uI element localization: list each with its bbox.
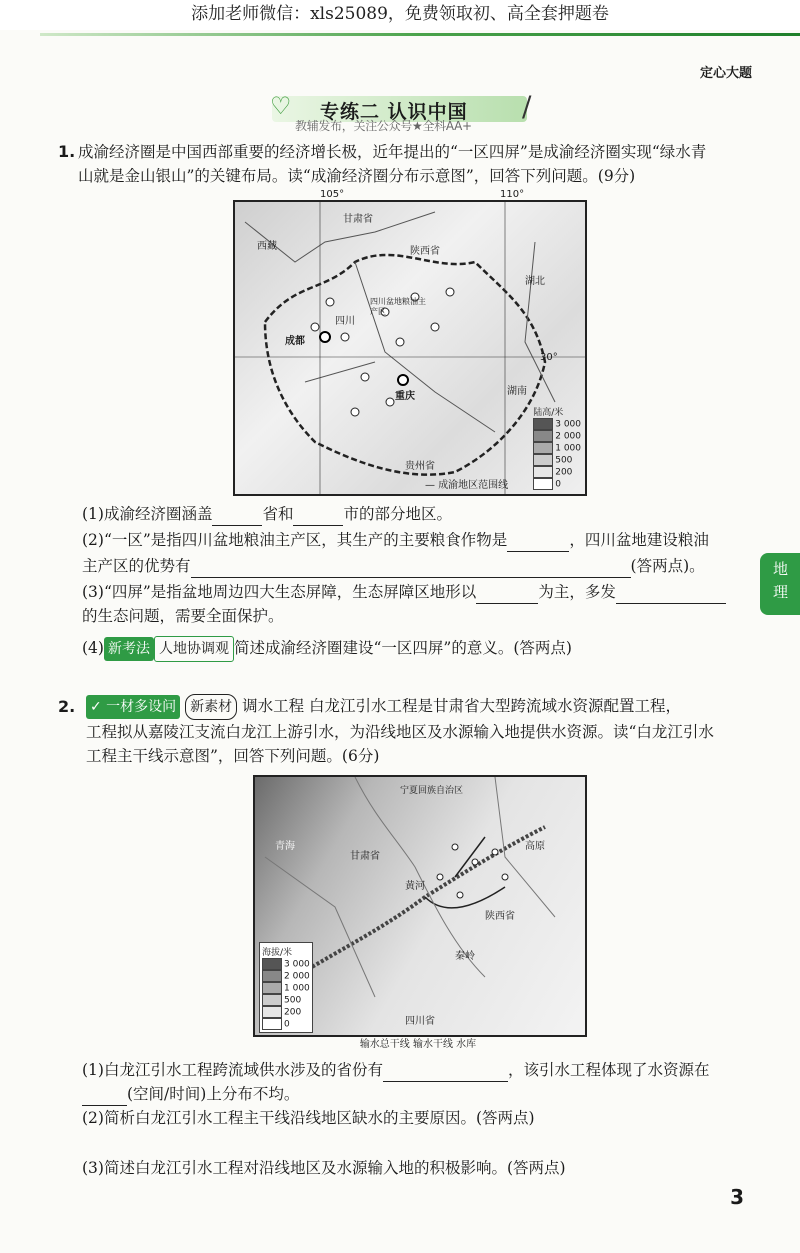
- map1-lon-right: 110°: [500, 189, 525, 200]
- legend-swatch: [533, 430, 553, 442]
- q2-number: 2.: [58, 697, 76, 716]
- legend-value: 0: [555, 479, 561, 490]
- legend-swatch: [262, 1006, 282, 1018]
- subject-tab: 地理: [760, 553, 800, 615]
- map1-label-chongqing: 重庆: [395, 391, 415, 402]
- answer-blank[interactable]: [293, 525, 343, 526]
- multi-question-tag: ✓ 一材多设问: [86, 695, 180, 719]
- map1-label-hunan: 湖南: [507, 386, 527, 397]
- q1-stem-1: 成渝经济圈是中国西部重要的经济增长极，近年提出的“一区四屏”是成渝经济圈实现“绿水青: [78, 143, 707, 161]
- map2-label-gaoyuan: 高原: [525, 841, 545, 852]
- map1-label-chengdu: 成都: [285, 336, 305, 347]
- legend-value: 500: [555, 455, 573, 466]
- legend-swatch: [262, 994, 282, 1006]
- legend-swatch: [262, 970, 282, 982]
- map1-lon-left: 105°: [320, 189, 345, 200]
- q2-part3: (3)简述白龙江引水工程对沿线地区及水源输入地的积极影响。(答两点): [82, 1159, 566, 1177]
- legend-swatch: [533, 478, 553, 490]
- brand-label: 定心大题: [699, 66, 752, 81]
- answer-blank[interactable]: [383, 1081, 508, 1082]
- legend-value: 3 000: [284, 959, 310, 970]
- map1-lat-label: 30°: [540, 352, 558, 363]
- legend-value: 1 000: [284, 983, 310, 994]
- map2-label-huanghe: 黄河: [405, 881, 425, 892]
- q2-stem-1: ✓ 一材多设问 新素材 调水工程 白龙江引水工程是甘肃省大型跨流域水资源配置工程，: [86, 694, 766, 720]
- map2-label-qinling: 秦岭: [455, 951, 475, 962]
- header-rule: [40, 33, 800, 36]
- map1-label-sichuan: 四川: [335, 316, 355, 327]
- map1-boundary-label: — 成渝地区范围线: [425, 480, 509, 491]
- new-method-tag: 新考法: [104, 637, 154, 661]
- new-material-tag: 新素材: [185, 694, 237, 720]
- map1-label-guizhou: 贵州省: [405, 461, 435, 472]
- answer-blank[interactable]: [212, 525, 262, 526]
- q1-stem-2: 山就是金山银山”的关键布局。读“成渝经济圈分布示意图”，回答下列问题。(9分): [78, 167, 636, 185]
- legend-swatch: [262, 1018, 282, 1030]
- map1-label-gansu: 甘肃省: [343, 214, 373, 225]
- map2-label-sichuan: 四川省: [405, 1016, 435, 1027]
- answer-blank[interactable]: [616, 603, 726, 604]
- map1-label-xizang: 西藏: [257, 241, 277, 252]
- q2-part1: (1)白龙江引水工程跨流域供水涉及的省份有 ，该引水工程体现了水资源在: [82, 1058, 709, 1082]
- map1-legend: [533, 405, 581, 490]
- legend-swatch: [533, 442, 553, 454]
- legend-value: 2 000: [555, 431, 581, 442]
- slash-decoration: /: [522, 90, 532, 123]
- legend-value: 1 000: [555, 443, 581, 454]
- q2-part2: (2)简析白龙江引水工程主干线沿线地区缺水的主要原因。(答两点): [82, 1109, 535, 1127]
- map2-legend-title: 海拔/米: [262, 948, 293, 958]
- map2-label-ningxia: 宁夏回族自治区: [400, 786, 464, 796]
- q1-part2-cont: 主产区的优势有 (答两点)。: [82, 554, 705, 578]
- map2-line-legend: 输水总干线 输水干线 水库: [359, 1039, 477, 1050]
- map1-label-hubei: 湖北: [525, 276, 545, 287]
- legend-value: 3 000: [555, 419, 581, 430]
- human-earth-tag: 人地协调观: [154, 636, 234, 662]
- legend-swatch: [533, 418, 553, 430]
- watermark: 添加老师微信：xls25089，免费领取初、高全套押题卷: [0, 0, 800, 30]
- legend-value: 200: [555, 467, 573, 478]
- section-subline: 教辅发布，关注公众号★全科AA+: [295, 119, 472, 133]
- legend-value: 500: [284, 995, 302, 1006]
- map2-label-qinghai: 青海: [275, 841, 295, 852]
- q1-part3: (3)“四屏”是指盆地周边四大生态屏障，生态屏障区地形以 为主，多发: [82, 580, 726, 604]
- page-number: 3: [730, 1185, 744, 1209]
- section-title: 专练二 认识中国: [320, 101, 468, 123]
- map1-legend-title: 陆高/米: [533, 408, 564, 418]
- legend-value: 2 000: [284, 971, 310, 982]
- legend-swatch: [262, 982, 282, 994]
- legend-swatch: [262, 958, 282, 970]
- bailongjiang-map: [253, 775, 587, 1037]
- q2-stem-3: 工程主干线示意图”，回答下列问题。(6分): [86, 747, 380, 765]
- answer-blank[interactable]: [191, 577, 631, 578]
- answer-blank[interactable]: [476, 603, 538, 604]
- q1-part2: (2)“一区”是指四川盆地粮油主产区，其生产的主要粮食作物是 ，四川盆地建设粮油: [82, 528, 709, 552]
- q2-stem-2: 工程拟从嘉陵江支流白龙江上游引水，为沿线地区及水源输入地提供水资源。读“白龙江引水: [86, 723, 714, 741]
- q1-part4: (4) 新考法 人地协调观 简述成渝经济圈建设“一区四屏”的意义。(答两点): [82, 636, 572, 662]
- q1-part1: (1)成渝经济圈涵盖 省和 市的部分地区。: [82, 502, 452, 526]
- legend-value: 200: [284, 1007, 302, 1018]
- map1-label-grain-area: 四川盆地粮油主产区: [370, 297, 426, 316]
- map2-label-shaanxi: 陕西省: [485, 911, 515, 922]
- legend-value: 0: [284, 1019, 290, 1030]
- map2-label-gansu: 甘肃省: [350, 851, 380, 862]
- chengyu-map: [233, 200, 587, 496]
- heart-icon: ♡: [270, 92, 292, 120]
- map2-legend: [259, 942, 313, 1033]
- map1-label-shaanxi: 陕西省: [410, 246, 440, 257]
- legend-swatch: [533, 454, 553, 466]
- q2-part1-cont: (空间/时间)上分布不均。: [82, 1082, 299, 1106]
- q1-part3-cont: 的生态问题，需要全面保护。: [82, 607, 284, 625]
- answer-blank[interactable]: [507, 551, 569, 552]
- q1-number: 1.: [58, 142, 76, 161]
- legend-swatch: [533, 466, 553, 478]
